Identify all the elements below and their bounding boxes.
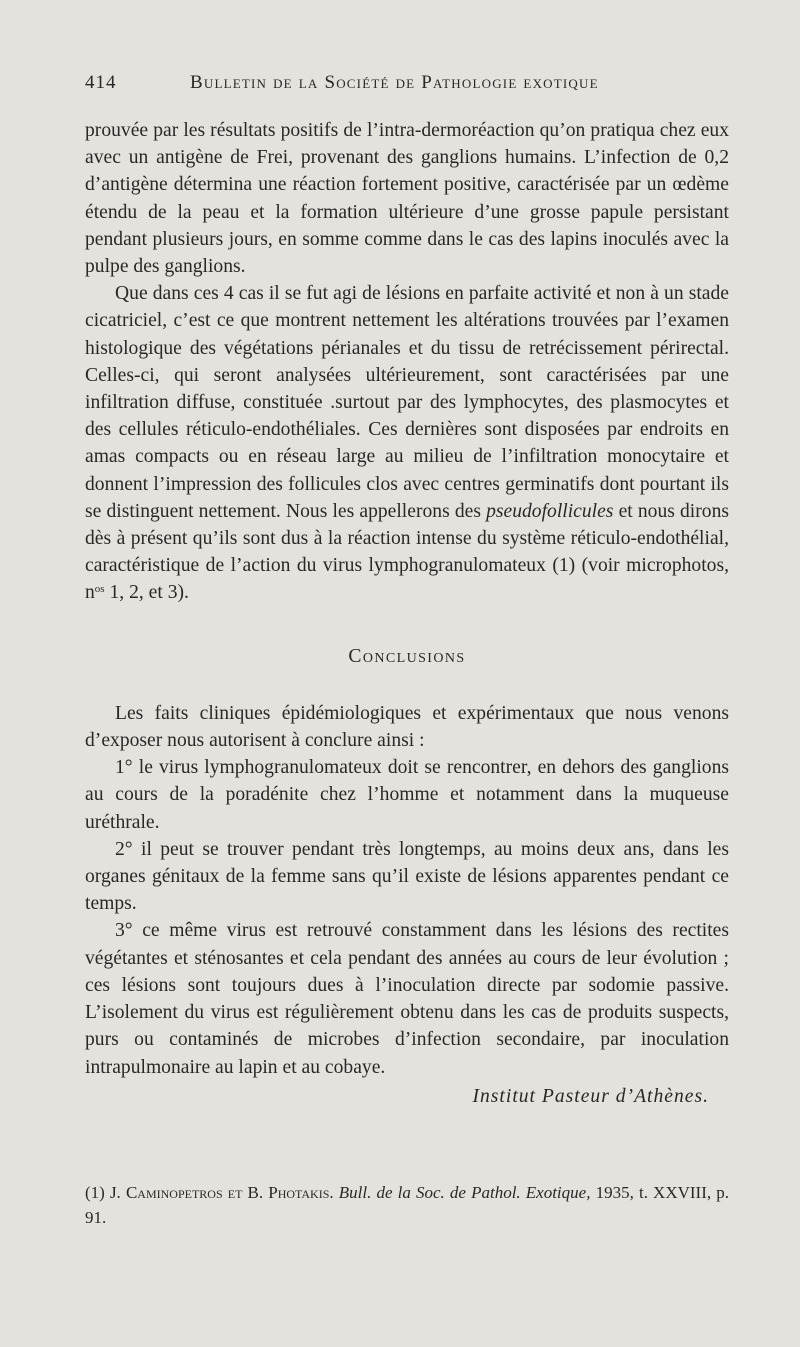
- running-title: Bulletin de la Société de Pathologie exotique: [190, 72, 599, 93]
- conclusion-2: 2° il peut se trouver pendant très longtemps, au moins deux ans, dans les organes génitaux de la femme sans qu’il existe de lésions apparentes pendant ce temps.: [85, 838, 729, 915]
- paragraph-2: [85, 280, 729, 606]
- paragraph-2-part-b: et nous dirons dès à présent qu’ils sont dus à la réaction intense du système réticulo-endothélial, caractéristique de l’action du virus lymphogranulomateux (1) (voir microphotos, n: [85, 500, 729, 604]
- section-heading: Conclusions: [348, 645, 466, 667]
- paragraph-2-part-c: 1, 2, et 3).: [109, 582, 189, 604]
- paragraph-3: Les faits cliniques épidémiologiques et expérimentaux que nous venons d’exposer nous autorisent à conclure ainsi :: [85, 702, 729, 752]
- footnote-authors: Caminopetros et B. Photakis.: [125, 1183, 334, 1202]
- footnote: [85, 1180, 729, 1230]
- paragraph-1: prouvée par les résultats positifs de l’intra-dermoréaction qu’on pratiqua chez eux avec un antigène de Frei, provenant des ganglions humains. L’infection de 0,2 d’antigène détermina une réaction fortement positive, caractérisée par un œdème étendu de la peau et la formation ultérieure d’une grosse papule persistant pendant plusieurs jours, en somme comme dans le cas des lapins inoculés avec la pulpe des ganglions.: [85, 120, 729, 278]
- footnote-journal: Bull. de la Soc. de Pathol. Exotique,: [338, 1183, 591, 1202]
- body-text: [85, 117, 729, 1110]
- footnote-marker: (1) J.: [85, 1183, 121, 1202]
- footnote-details: 1935, t. XXVIII, p. 91.: [85, 1183, 729, 1227]
- conclusion-3: 3° ce même virus est retrouvé constamment dans les lésions des rectites végétantes et sténosantes et cela pendant des années au cours de leur évolution ; ces lésions sont toujours dues à l’inoculation directe par sodomie passive. L’isolement du virus est régulièrement obtenu dans les cas de produits suspects, purs ou contaminés de microbes d’infection secondaire, par inoculation intrapulmonaire au lapin et au cobaye.: [85, 920, 729, 1078]
- page-number: 414: [85, 72, 117, 93]
- page-header: [85, 72, 715, 102]
- italic-term: pseudofollicules: [486, 500, 614, 522]
- institution-signature: Institut Pasteur d’Athènes.: [472, 1085, 709, 1107]
- superscript: os: [94, 583, 105, 596]
- paragraph-2-part-a: Que dans ces 4 cas il se fut agi de lésions en parfaite activité et non à un stade cicatriciel, c’est ce que montrent nettement les altérations trouvées par l’examen histologique des végétations périanales et du tissu de retrécissement périrectal. Celles-ci, qui seront analysées ultérieurement, sont caractérisées par une infiltration diffuse, constituée .surtout par des lymphocytes, des plasmocytes et des cellules réticulo-endothéliales. Ces dernières sont disposées par endroits en amas compacts ou en réseau large au milieu de l’infiltration monocytaire et donnent l’impression des follicules clos avec centres germinatifs dont pourtant ils se distinguent nettement. Nous les appellerons des: [85, 283, 729, 522]
- conclusion-1: 1° le virus lymphogranulomateux doit se rencontrer, en dehors des ganglions au cours de la poradénite chez l’homme et notamment dans la muqueuse uréthrale.: [85, 757, 729, 833]
